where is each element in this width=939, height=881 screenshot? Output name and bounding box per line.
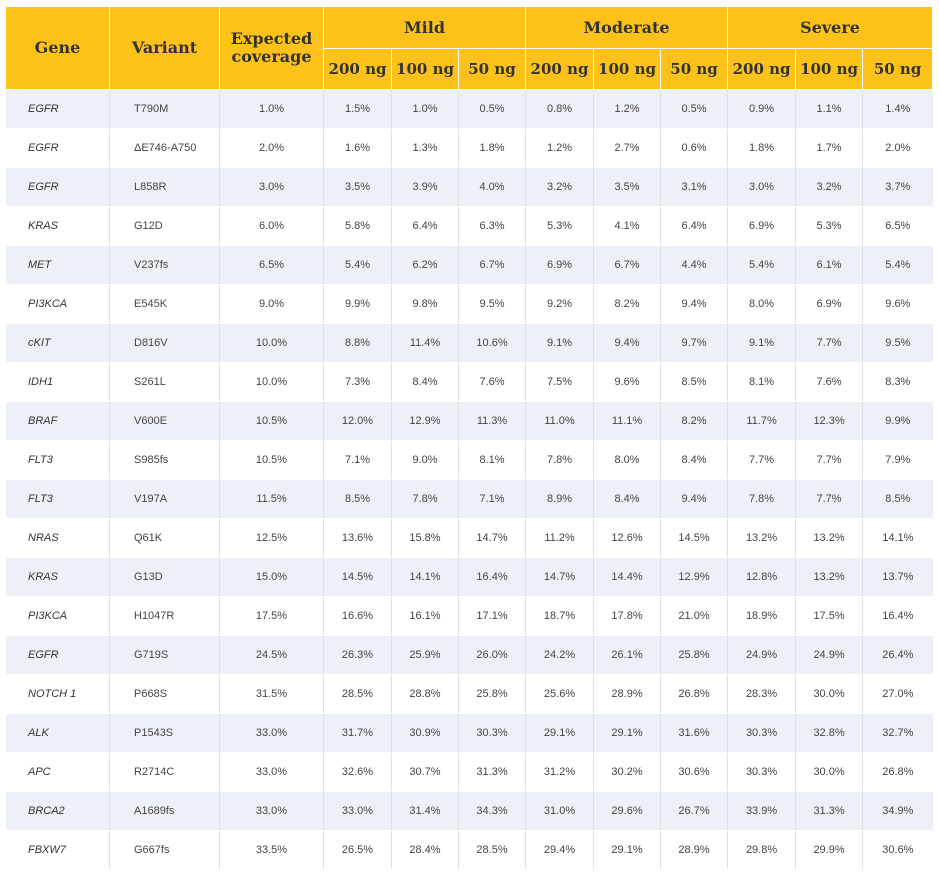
coverage-value-cell: 7.9% bbox=[863, 441, 933, 480]
coverage-value-cell: 9.7% bbox=[661, 324, 728, 363]
table-row bbox=[6, 363, 933, 402]
variant-cell: D816V bbox=[110, 324, 220, 363]
coverage-value-cell: 29.1% bbox=[594, 714, 661, 753]
gene-cell: EGFR bbox=[6, 129, 110, 168]
table-row bbox=[6, 519, 933, 558]
coverage-value-cell: 14.7% bbox=[459, 519, 526, 558]
gene-cell: KRAS bbox=[6, 207, 110, 246]
coverage-value-cell: 1.8% bbox=[459, 129, 526, 168]
coverage-value-cell: 30.0% bbox=[796, 675, 863, 714]
coverage-value-cell: 29.6% bbox=[594, 792, 661, 831]
header-amount: 200 ng bbox=[728, 49, 796, 90]
expected-coverage-cell: 3.0% bbox=[220, 168, 324, 207]
gene-cell: EGFR bbox=[6, 168, 110, 207]
coverage-value-cell: 30.7% bbox=[392, 753, 459, 792]
variant-cell: G719S bbox=[110, 636, 220, 675]
coverage-value-cell: 4.4% bbox=[661, 246, 728, 285]
coverage-value-cell: 14.4% bbox=[594, 558, 661, 597]
gene-cell: ALK bbox=[6, 714, 110, 753]
coverage-value-cell: 7.7% bbox=[796, 324, 863, 363]
variant-cell: V237fs bbox=[110, 246, 220, 285]
coverage-value-cell: 9.1% bbox=[526, 324, 594, 363]
coverage-value-cell: 30.9% bbox=[392, 714, 459, 753]
table-row bbox=[6, 597, 933, 636]
coverage-value-cell: 26.7% bbox=[661, 792, 728, 831]
expected-coverage-cell: 33.0% bbox=[220, 753, 324, 792]
gene-cell: cKIT bbox=[6, 324, 110, 363]
coverage-value-cell: 8.2% bbox=[594, 285, 661, 324]
coverage-value-cell: 7.8% bbox=[392, 480, 459, 519]
coverage-value-cell: 28.3% bbox=[728, 675, 796, 714]
header-amount: 100 ng bbox=[796, 49, 863, 90]
coverage-value-cell: 31.0% bbox=[526, 792, 594, 831]
table-row bbox=[6, 207, 933, 246]
expected-coverage-cell: 1.0% bbox=[220, 90, 324, 129]
coverage-value-cell: 7.7% bbox=[728, 441, 796, 480]
header-expected-coverage: Expected coverage bbox=[220, 7, 324, 90]
coverage-value-cell: 9.9% bbox=[863, 402, 933, 441]
table-row bbox=[6, 324, 933, 363]
gene-cell: BRCA2 bbox=[6, 792, 110, 831]
coverage-value-cell: 25.8% bbox=[661, 636, 728, 675]
coverage-value-cell: 29.8% bbox=[728, 831, 796, 870]
coverage-value-cell: 8.0% bbox=[594, 441, 661, 480]
coverage-value-cell: 26.1% bbox=[594, 636, 661, 675]
coverage-value-cell: 29.9% bbox=[796, 831, 863, 870]
coverage-value-cell: 34.3% bbox=[459, 792, 526, 831]
expected-coverage-cell: 10.0% bbox=[220, 363, 324, 402]
coverage-value-cell: 1.1% bbox=[796, 90, 863, 129]
coverage-value-cell: 31.6% bbox=[661, 714, 728, 753]
header-amount: 100 ng bbox=[392, 49, 459, 90]
gene-cell: NOTCH 1 bbox=[6, 675, 110, 714]
gene-cell: EGFR bbox=[6, 636, 110, 675]
coverage-value-cell: 27.0% bbox=[863, 675, 933, 714]
variant-cell: A1689fs bbox=[110, 792, 220, 831]
variant-cell: ΔE746-A750 bbox=[110, 129, 220, 168]
coverage-value-cell: 6.9% bbox=[526, 246, 594, 285]
header-group-mild: Mild bbox=[324, 7, 526, 49]
coverage-value-cell: 12.0% bbox=[324, 402, 392, 441]
coverage-value-cell: 28.9% bbox=[594, 675, 661, 714]
gene-cell: MET bbox=[6, 246, 110, 285]
coverage-value-cell: 8.1% bbox=[459, 441, 526, 480]
header-amount: 50 ng bbox=[459, 49, 526, 90]
coverage-value-cell: 8.3% bbox=[863, 363, 933, 402]
coverage-value-cell: 33.0% bbox=[324, 792, 392, 831]
coverage-value-cell: 8.9% bbox=[526, 480, 594, 519]
coverage-value-cell: 12.9% bbox=[661, 558, 728, 597]
variant-cell: E545K bbox=[110, 285, 220, 324]
coverage-value-cell: 1.3% bbox=[392, 129, 459, 168]
variant-cell: S261L bbox=[110, 363, 220, 402]
gene-cell: EGFR bbox=[6, 90, 110, 129]
coverage-value-cell: 8.1% bbox=[728, 363, 796, 402]
table-row bbox=[6, 480, 933, 519]
coverage-value-cell: 8.4% bbox=[661, 441, 728, 480]
coverage-value-cell: 1.5% bbox=[324, 90, 392, 129]
coverage-value-cell: 31.2% bbox=[526, 753, 594, 792]
expected-coverage-cell: 33.0% bbox=[220, 714, 324, 753]
coverage-value-cell: 9.1% bbox=[728, 324, 796, 363]
table-row bbox=[6, 675, 933, 714]
coverage-value-cell: 6.3% bbox=[459, 207, 526, 246]
coverage-value-cell: 9.4% bbox=[661, 285, 728, 324]
coverage-value-cell: 26.8% bbox=[863, 753, 933, 792]
coverage-value-cell: 7.1% bbox=[324, 441, 392, 480]
coverage-value-cell: 24.9% bbox=[796, 636, 863, 675]
table-row bbox=[6, 441, 933, 480]
expected-coverage-cell: 11.5% bbox=[220, 480, 324, 519]
variant-cell: P1543S bbox=[110, 714, 220, 753]
coverage-value-cell: 30.3% bbox=[728, 753, 796, 792]
expected-coverage-cell: 6.5% bbox=[220, 246, 324, 285]
coverage-value-cell: 6.5% bbox=[863, 207, 933, 246]
coverage-value-cell: 9.6% bbox=[594, 363, 661, 402]
coverage-value-cell: 5.8% bbox=[324, 207, 392, 246]
coverage-value-cell: 2.0% bbox=[863, 129, 933, 168]
coverage-value-cell: 9.4% bbox=[594, 324, 661, 363]
variant-cell: S985fs bbox=[110, 441, 220, 480]
table-row bbox=[6, 714, 933, 753]
coverage-value-cell: 1.0% bbox=[392, 90, 459, 129]
gene-cell: IDH1 bbox=[6, 363, 110, 402]
coverage-value-cell: 25.8% bbox=[459, 675, 526, 714]
coverage-value-cell: 6.4% bbox=[392, 207, 459, 246]
coverage-value-cell: 13.6% bbox=[324, 519, 392, 558]
table-row bbox=[6, 831, 933, 870]
variant-cell: Q61K bbox=[110, 519, 220, 558]
coverage-value-cell: 9.5% bbox=[459, 285, 526, 324]
coverage-value-cell: 31.7% bbox=[324, 714, 392, 753]
coverage-value-cell: 4.0% bbox=[459, 168, 526, 207]
coverage-value-cell: 3.2% bbox=[526, 168, 594, 207]
coverage-value-cell: 12.3% bbox=[796, 402, 863, 441]
coverage-value-cell: 16.4% bbox=[863, 597, 933, 636]
variant-cell: V600E bbox=[110, 402, 220, 441]
coverage-value-cell: 28.4% bbox=[392, 831, 459, 870]
coverage-value-cell: 9.8% bbox=[392, 285, 459, 324]
coverage-value-cell: 15.8% bbox=[392, 519, 459, 558]
expected-coverage-cell: 15.0% bbox=[220, 558, 324, 597]
coverage-value-cell: 8.5% bbox=[863, 480, 933, 519]
variant-cell: R2714C bbox=[110, 753, 220, 792]
expected-coverage-cell: 17.5% bbox=[220, 597, 324, 636]
variant-cell: V197A bbox=[110, 480, 220, 519]
gene-cell: APC bbox=[6, 753, 110, 792]
expected-coverage-cell: 10.5% bbox=[220, 402, 324, 441]
coverage-value-cell: 9.5% bbox=[863, 324, 933, 363]
gene-cell: FLT3 bbox=[6, 441, 110, 480]
header-amount: 50 ng bbox=[661, 49, 728, 90]
coverage-value-cell: 29.4% bbox=[526, 831, 594, 870]
coverage-value-cell: 16.6% bbox=[324, 597, 392, 636]
table-row bbox=[6, 246, 933, 285]
coverage-value-cell: 26.3% bbox=[324, 636, 392, 675]
coverage-value-cell: 30.2% bbox=[594, 753, 661, 792]
coverage-value-cell: 14.1% bbox=[863, 519, 933, 558]
table-row bbox=[6, 792, 933, 831]
coverage-value-cell: 8.4% bbox=[594, 480, 661, 519]
coverage-value-cell: 33.9% bbox=[728, 792, 796, 831]
coverage-value-cell: 32.8% bbox=[796, 714, 863, 753]
coverage-value-cell: 7.8% bbox=[526, 441, 594, 480]
coverage-value-cell: 21.0% bbox=[661, 597, 728, 636]
variant-cell: P668S bbox=[110, 675, 220, 714]
coverage-value-cell: 17.1% bbox=[459, 597, 526, 636]
gene-cell: NRAS bbox=[6, 519, 110, 558]
expected-coverage-cell: 10.5% bbox=[220, 441, 324, 480]
coverage-value-cell: 31.3% bbox=[459, 753, 526, 792]
coverage-value-cell: 16.1% bbox=[392, 597, 459, 636]
coverage-value-cell: 4.1% bbox=[594, 207, 661, 246]
gene-cell: FBXW7 bbox=[6, 831, 110, 870]
expected-coverage-cell: 33.5% bbox=[220, 831, 324, 870]
coverage-value-cell: 6.7% bbox=[594, 246, 661, 285]
coverage-value-cell: 13.7% bbox=[863, 558, 933, 597]
expected-coverage-cell: 6.0% bbox=[220, 207, 324, 246]
expected-coverage-cell: 33.0% bbox=[220, 792, 324, 831]
coverage-value-cell: 28.5% bbox=[324, 675, 392, 714]
coverage-value-cell: 29.1% bbox=[594, 831, 661, 870]
coverage-value-cell: 5.4% bbox=[324, 246, 392, 285]
coverage-value-cell: 32.6% bbox=[324, 753, 392, 792]
variant-cell: L858R bbox=[110, 168, 220, 207]
table-row bbox=[6, 168, 933, 207]
coverage-value-cell: 5.3% bbox=[796, 207, 863, 246]
coverage-value-cell: 9.4% bbox=[661, 480, 728, 519]
coverage-value-cell: 28.9% bbox=[661, 831, 728, 870]
coverage-value-cell: 13.2% bbox=[796, 519, 863, 558]
gene-cell: FLT3 bbox=[6, 480, 110, 519]
coverage-value-cell: 6.4% bbox=[661, 207, 728, 246]
coverage-value-cell: 3.5% bbox=[324, 168, 392, 207]
coverage-value-cell: 13.2% bbox=[728, 519, 796, 558]
coverage-value-cell: 0.6% bbox=[661, 129, 728, 168]
coverage-value-cell: 6.1% bbox=[796, 246, 863, 285]
coverage-value-cell: 0.5% bbox=[459, 90, 526, 129]
coverage-value-cell: 11.2% bbox=[526, 519, 594, 558]
table-row bbox=[6, 402, 933, 441]
coverage-value-cell: 11.4% bbox=[392, 324, 459, 363]
coverage-value-cell: 8.5% bbox=[661, 363, 728, 402]
coverage-value-cell: 30.3% bbox=[459, 714, 526, 753]
expected-coverage-cell: 9.0% bbox=[220, 285, 324, 324]
table-row bbox=[6, 753, 933, 792]
coverage-value-cell: 25.6% bbox=[526, 675, 594, 714]
coverage-value-cell: 11.1% bbox=[594, 402, 661, 441]
coverage-value-cell: 6.9% bbox=[796, 285, 863, 324]
coverage-value-cell: 28.5% bbox=[459, 831, 526, 870]
coverage-value-cell: 7.5% bbox=[526, 363, 594, 402]
coverage-value-cell: 6.9% bbox=[728, 207, 796, 246]
coverage-value-cell: 17.8% bbox=[594, 597, 661, 636]
coverage-value-cell: 0.5% bbox=[661, 90, 728, 129]
coverage-value-cell: 18.9% bbox=[728, 597, 796, 636]
coverage-value-cell: 3.2% bbox=[796, 168, 863, 207]
coverage-value-cell: 5.4% bbox=[728, 246, 796, 285]
coverage-value-cell: 13.2% bbox=[796, 558, 863, 597]
coverage-value-cell: 3.9% bbox=[392, 168, 459, 207]
coverage-value-cell: 1.2% bbox=[594, 90, 661, 129]
coverage-value-cell: 9.2% bbox=[526, 285, 594, 324]
gene-cell: BRAF bbox=[6, 402, 110, 441]
coverage-value-cell: 3.0% bbox=[728, 168, 796, 207]
coverage-value-cell: 25.9% bbox=[392, 636, 459, 675]
coverage-value-cell: 32.7% bbox=[863, 714, 933, 753]
coverage-value-cell: 26.0% bbox=[459, 636, 526, 675]
coverage-value-cell: 14.1% bbox=[392, 558, 459, 597]
coverage-value-cell: 24.2% bbox=[526, 636, 594, 675]
coverage-value-cell: 24.9% bbox=[728, 636, 796, 675]
coverage-value-cell: 12.8% bbox=[728, 558, 796, 597]
coverage-value-cell: 1.7% bbox=[796, 129, 863, 168]
coverage-value-cell: 14.5% bbox=[661, 519, 728, 558]
coverage-value-cell: 6.7% bbox=[459, 246, 526, 285]
variant-cell: G13D bbox=[110, 558, 220, 597]
coverage-value-cell: 8.5% bbox=[324, 480, 392, 519]
table-row bbox=[6, 129, 933, 168]
coverage-value-cell: 28.8% bbox=[392, 675, 459, 714]
expected-coverage-cell: 24.5% bbox=[220, 636, 324, 675]
table-row bbox=[6, 558, 933, 597]
coverage-value-cell: 10.6% bbox=[459, 324, 526, 363]
coverage-value-cell: 7.1% bbox=[459, 480, 526, 519]
coverage-value-cell: 18.7% bbox=[526, 597, 594, 636]
coverage-value-cell: 26.4% bbox=[863, 636, 933, 675]
gene-cell: KRAS bbox=[6, 558, 110, 597]
coverage-value-cell: 2.7% bbox=[594, 129, 661, 168]
coverage-value-cell: 7.8% bbox=[728, 480, 796, 519]
coverage-value-cell: 29.1% bbox=[526, 714, 594, 753]
coverage-value-cell: 3.7% bbox=[863, 168, 933, 207]
coverage-value-cell: 31.3% bbox=[796, 792, 863, 831]
coverage-value-cell: 1.2% bbox=[526, 129, 594, 168]
gene-cell: PI3KCA bbox=[6, 597, 110, 636]
header-group-severe: Severe bbox=[728, 7, 933, 49]
coverage-value-cell: 7.7% bbox=[796, 441, 863, 480]
coverage-value-cell: 34.9% bbox=[863, 792, 933, 831]
coverage-value-cell: 30.6% bbox=[661, 753, 728, 792]
header-amount: 100 ng bbox=[594, 49, 661, 90]
coverage-value-cell: 5.4% bbox=[863, 246, 933, 285]
coverage-value-cell: 30.0% bbox=[796, 753, 863, 792]
coverage-value-cell: 31.4% bbox=[392, 792, 459, 831]
coverage-value-cell: 17.5% bbox=[796, 597, 863, 636]
header-variant: Variant bbox=[110, 7, 220, 90]
coverage-value-cell: 16.4% bbox=[459, 558, 526, 597]
expected-coverage-cell: 12.5% bbox=[220, 519, 324, 558]
expected-coverage-cell: 2.0% bbox=[220, 129, 324, 168]
coverage-value-cell: 30.6% bbox=[863, 831, 933, 870]
coverage-value-cell: 14.5% bbox=[324, 558, 392, 597]
gene-cell: PI3KCA bbox=[6, 285, 110, 324]
coverage-value-cell: 30.3% bbox=[728, 714, 796, 753]
header-amount: 200 ng bbox=[526, 49, 594, 90]
coverage-value-cell: 8.0% bbox=[728, 285, 796, 324]
table-row bbox=[6, 285, 933, 324]
coverage-value-cell: 11.7% bbox=[728, 402, 796, 441]
coverage-value-cell: 3.1% bbox=[661, 168, 728, 207]
coverage-value-cell: 3.5% bbox=[594, 168, 661, 207]
coverage-value-cell: 9.0% bbox=[392, 441, 459, 480]
coverage-value-cell: 14.7% bbox=[526, 558, 594, 597]
coverage-value-cell: 6.2% bbox=[392, 246, 459, 285]
coverage-value-cell: 8.2% bbox=[661, 402, 728, 441]
coverage-value-cell: 7.3% bbox=[324, 363, 392, 402]
coverage-value-cell: 1.8% bbox=[728, 129, 796, 168]
table-body bbox=[6, 90, 933, 870]
coverage-value-cell: 11.0% bbox=[526, 402, 594, 441]
header-group-moderate: Moderate bbox=[526, 7, 728, 49]
table-row bbox=[6, 90, 933, 129]
variant-cell: H1047R bbox=[110, 597, 220, 636]
coverage-value-cell: 0.8% bbox=[526, 90, 594, 129]
variant-cell: T790M bbox=[110, 90, 220, 129]
coverage-value-cell: 12.6% bbox=[594, 519, 661, 558]
expected-coverage-cell: 10.0% bbox=[220, 324, 324, 363]
variant-cell: G12D bbox=[110, 207, 220, 246]
coverage-table bbox=[5, 6, 933, 870]
coverage-value-cell: 1.6% bbox=[324, 129, 392, 168]
coverage-value-cell: 26.5% bbox=[324, 831, 392, 870]
coverage-value-cell: 1.4% bbox=[863, 90, 933, 129]
table-row bbox=[6, 636, 933, 675]
coverage-value-cell: 0.9% bbox=[728, 90, 796, 129]
coverage-value-cell: 8.4% bbox=[392, 363, 459, 402]
coverage-value-cell: 26.8% bbox=[661, 675, 728, 714]
coverage-value-cell: 12.9% bbox=[392, 402, 459, 441]
variant-cell: G667fs bbox=[110, 831, 220, 870]
expected-coverage-cell: 31.5% bbox=[220, 675, 324, 714]
coverage-value-cell: 7.7% bbox=[796, 480, 863, 519]
coverage-value-cell: 5.3% bbox=[526, 207, 594, 246]
coverage-value-cell: 9.9% bbox=[324, 285, 392, 324]
coverage-value-cell: 8.8% bbox=[324, 324, 392, 363]
coverage-value-cell: 11.3% bbox=[459, 402, 526, 441]
header-amount: 50 ng bbox=[863, 49, 933, 90]
header-amount: 200 ng bbox=[324, 49, 392, 90]
coverage-value-cell: 7.6% bbox=[459, 363, 526, 402]
header-gene: Gene bbox=[6, 7, 110, 90]
coverage-value-cell: 9.6% bbox=[863, 285, 933, 324]
coverage-value-cell: 7.6% bbox=[796, 363, 863, 402]
